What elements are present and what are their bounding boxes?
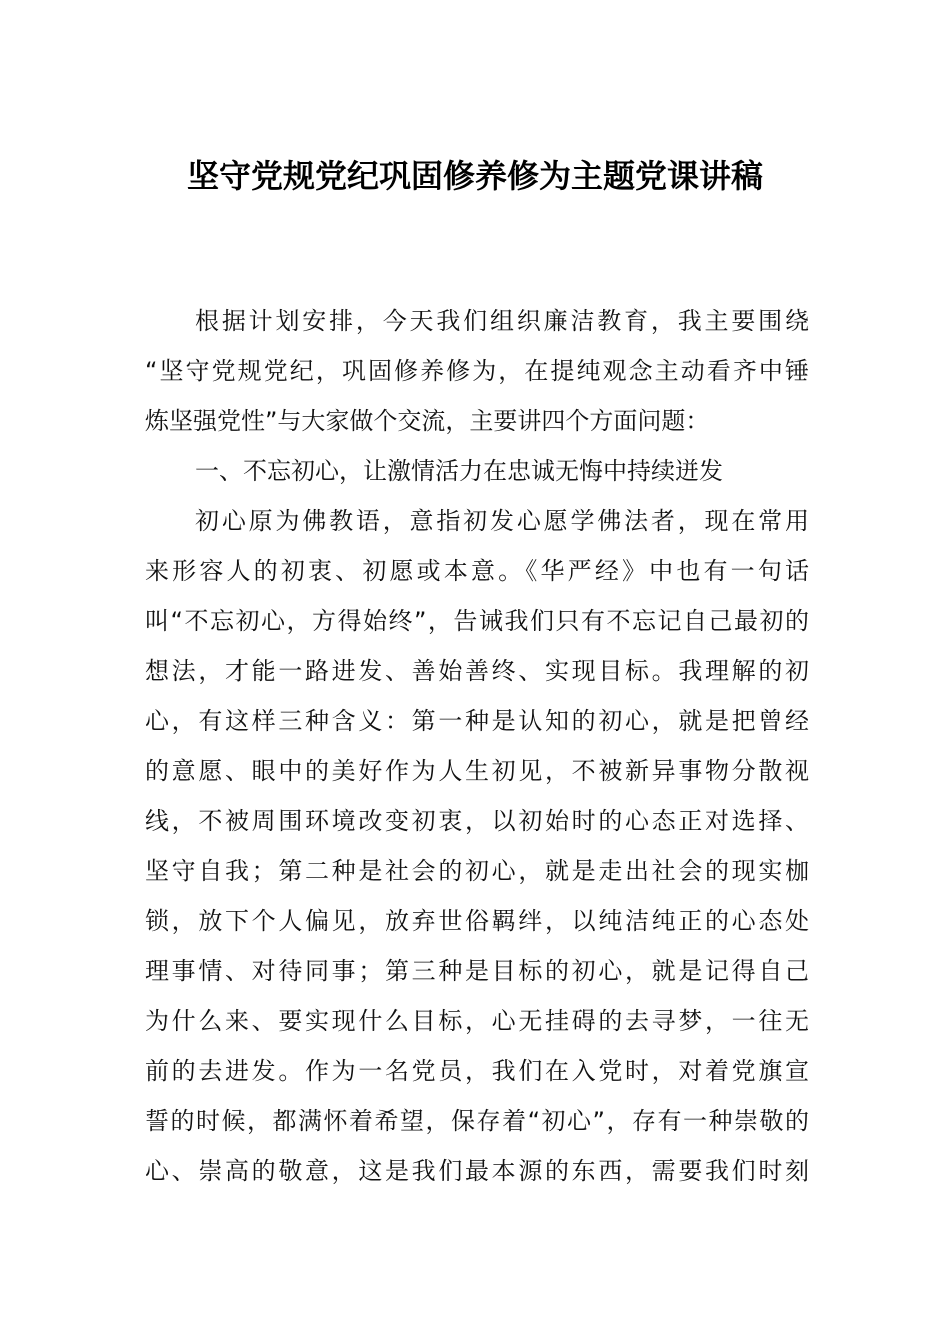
section-heading: 一、不忘初心，让激情活力在忠诚无悔中持续迸发 (195, 457, 723, 485)
paragraph-line: 理事情、对待同事；第三种是目标的初心，就是记得自己 (145, 957, 809, 985)
paragraph-line: 根据计划安排，今天我们组织廉洁教育，我主要围绕 (195, 307, 809, 335)
paragraph-line: 前的去进发。作为一名党员，我们在入党时，对着党旗宣 (145, 1057, 809, 1085)
paragraph-line: 炼坚强党性”与大家做个交流，主要讲四个方面问题： (145, 407, 710, 435)
paragraph-line: 叫“不忘初心，方得始终”，告诫我们只有不忘记自己最初的 (145, 607, 809, 635)
paragraph-line: 坚守自我；第二种是社会的初心，就是走出社会的现实枷 (145, 857, 809, 885)
paragraph-line: 心、崇高的敬意，这是我们最本源的东西，需要我们时刻 (145, 1157, 809, 1185)
document-title: 坚守党规党纪巩固修养修为主题党课讲稿 (186, 157, 763, 195)
document-body (145, 296, 809, 1196)
paragraph-line: 来形容人的初衷、初愿或本意。《华严经》中也有一句话 (145, 557, 809, 585)
paragraph-line: 的意愿、眼中的美好作为人生初见，不被新异事物分散视 (145, 757, 809, 785)
paragraph-line: “坚守党规党纪，巩固修养修为，在提纯观念主动看齐中锤 (145, 357, 809, 385)
paragraph-line: 线，不被周围环境改变初衷，以初始时的心态正对选择、 (145, 807, 809, 835)
paragraph-line: 想法，才能一路进发、善始善终、实现目标。我理解的初 (145, 657, 809, 685)
paragraph-line: 锁，放下个人偏见，放弃世俗羁绊，以纯洁纯正的心态处 (145, 907, 809, 935)
paragraph-line: 初心原为佛教语，意指初发心愿学佛法者，现在常用 (195, 507, 809, 535)
paragraph-line: 誓的时候，都满怀着希望，保存着“初心”，存有一种崇敬的 (145, 1107, 809, 1135)
paragraph-line: 心，有这样三种含义：第一种是认知的初心，就是把曾经 (145, 707, 809, 735)
paragraph-line: 为什么来、要实现什么目标，心无挂碍的去寻梦，一往无 (145, 1007, 809, 1035)
